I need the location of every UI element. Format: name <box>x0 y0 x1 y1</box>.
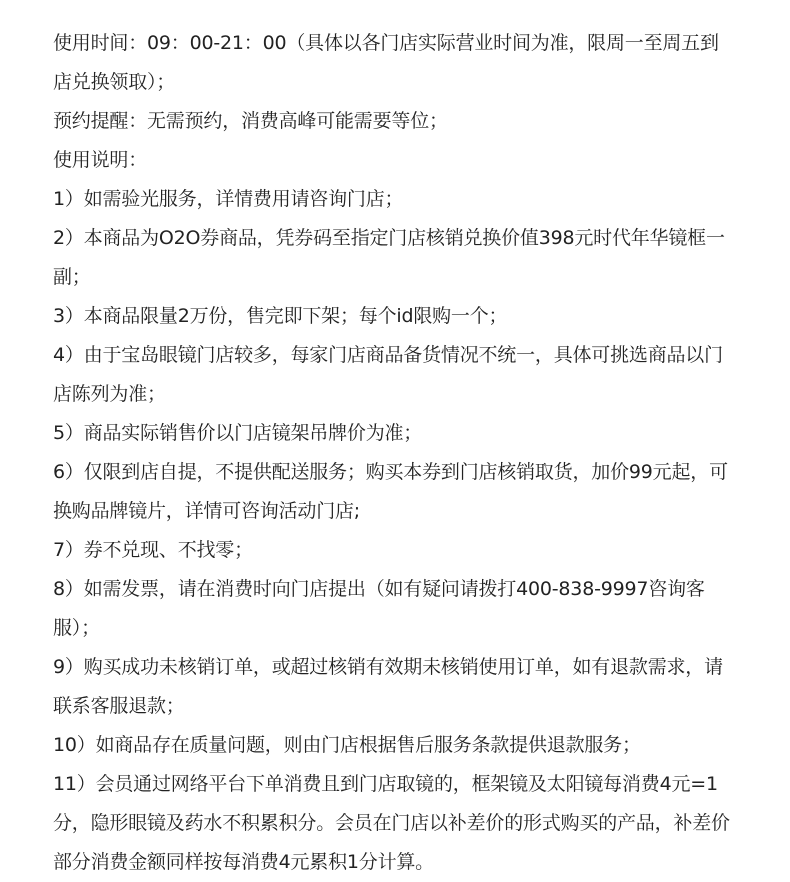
instruction-item-10: 10）如商品存在质量问题，则由门店根据售后服务条款提供退款服务； <box>53 734 641 756</box>
reservation-reminder-text: 预约提醒：无需预约，消费高峰可能需要等位； <box>53 110 448 132</box>
instructions-heading: 使用说明： <box>53 149 148 171</box>
instruction-item-11: 11）会员通过网络平台下单消费且到门店取镜的，框架镜及太阳镜每消费4元=1分，隐形眼镜及药水不积累积分。会员在门店以补差价的形式购买的产品，补差价部分消费金额同样按每消费4元累积1分计算。 <box>53 773 730 873</box>
instruction-item-1: 1）如需验光服务，详情费用请咨询门店； <box>53 188 404 210</box>
instruction-item-8: 8）如需发票，请在消费时向门店提出（如有疑问请拨打400-838-9997咨询客服）； <box>53 578 705 639</box>
coupon-terms-document <box>53 24 733 882</box>
instruction-item-9: 9）购买成功未核销订单，或超过核销有效期未核销使用订单，如有退款需求，请联系客服退款； <box>53 656 723 717</box>
instruction-item-7: 7）券不兑现、不找零； <box>53 539 253 561</box>
usage-time-text: 使用时间：09：00-21：00（具体以各门店实际营业时间为准，限周一至周五到店兑换领取）； <box>53 32 719 93</box>
instruction-item-2: 2）本商品为O2O券商品，凭券码至指定门店核销兑换价值398元时代年华镜框一副； <box>53 227 725 288</box>
instruction-item-4: 4）由于宝岛眼镜门店较多，每家门店商品备货情况不统一，具体可挑选商品以门店陈列为准； <box>53 344 723 405</box>
instruction-item-3: 3）本商品限量2万份，售完即下架；每个id限购一个； <box>53 305 508 327</box>
instruction-item-5: 5）商品实际销售价以门店镜架吊牌价为准； <box>53 422 423 444</box>
instruction-item-6: 6）仅限到店自提，不提供配送服务；购买本券到门店核销取货，加价99元起，可换购品牌镜片，详情可咨询活动门店; <box>53 461 728 522</box>
